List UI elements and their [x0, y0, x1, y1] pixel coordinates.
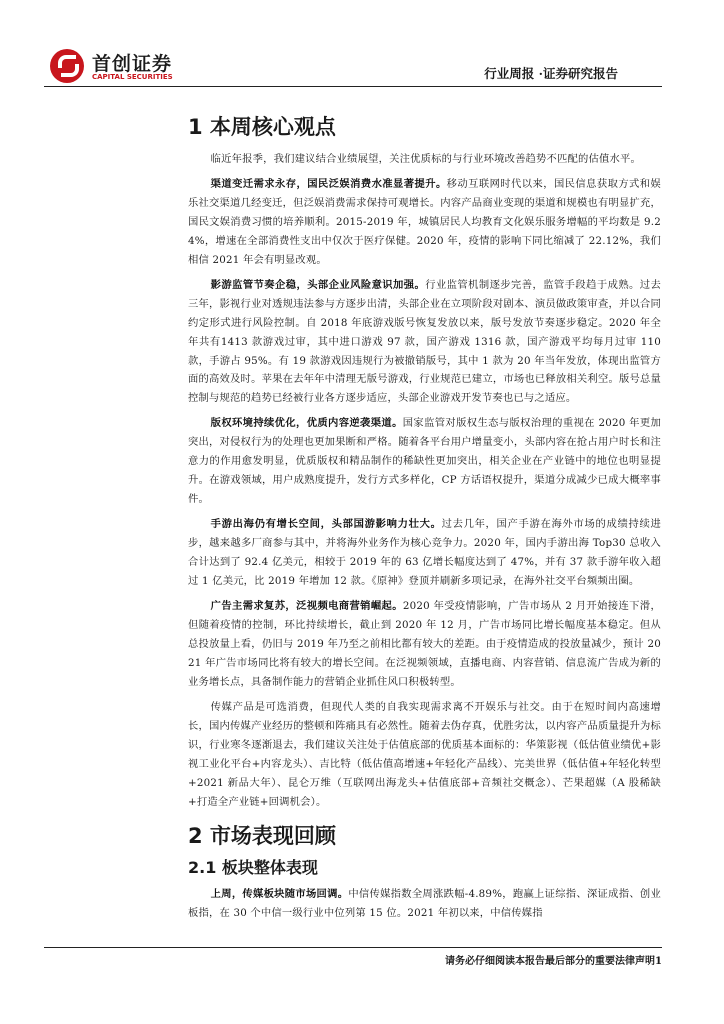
paragraph [188, 414, 661, 509]
paragraph [188, 515, 661, 591]
paragraph-text: 移动互联网时代以来，国民信息获取方式和娱乐社交渠道几经变迁，但泛娱消费需求保持可观增长。内容产品商业变现的渠道和规模也有明显扩充，国民文娱消费习惯的培养顺利。2015-2019 年，城镇居民人均教育文化娱乐服务增幅的平均数是 9.24%，增速在全部消费性支出中仅次于医疗保健。2020 年，疫情的影响下同比缩减了 22.12%，我们相信 2021 年会有明显改观。 [188, 177, 661, 266]
paragraph-lead: 手游出海仍有增长空间，头部国游影响力壮大。 [210, 518, 442, 531]
paragraph-lead: 广告主需求复苏，泛视频电商营销崛起。 [210, 599, 403, 612]
logo-mark-icon [50, 49, 84, 83]
logo-english-name: CAPITAL SECURITIES [92, 73, 173, 81]
section-title-core-views: 1 本周核心观点 [188, 115, 336, 139]
report-type: 行业周报 ·证券研究报告 [484, 66, 618, 81]
subsection-title-sector-performance: 2.1 板块整体表现 [188, 858, 318, 878]
paragraph-lead: 影游监管节奏企稳，头部企业风险意识加强。 [210, 278, 426, 291]
main-content [188, 112, 661, 929]
paragraph [188, 175, 661, 270]
paragraph-text: 传媒产品是可选消费，但现代人类的自我实现需求离不开娱乐与社交。由于在短时间内高速增长，国内传媒产业经历的整顿和阵痛具有必然性。随着去伪存真，优胜劣汰，以内容产品质量提升为标识，行业寒冬逐渐退去，我们建议关注处于估值底部的优质基本面标的：华策影视（低估值业绩优+影视工业化平台+内容龙头）、吉比特（低估值高增速+年轻化产品线）、完美世界（低估值+年轻化转型+2021 新品大年）、昆仑万维（互联网出海龙头+估值底部+音频社交概念）、芒果超媒（A 股稀缺+打造全产业链+回调机会）。 [188, 700, 661, 808]
paragraph-text: 临近年报季，我们建议结合业绩展望，关注优质标的与行业环境改善趋势不匹配的估值水平。 [210, 153, 642, 165]
paragraph-text: 行业监管机制逐步完善，监管手段趋于成熟。过去三年，影视行业对透规违法参与方逐步出清，头部企业在立项阶段对剧本、演员做政策审查，并以合同约定形式进行风险控制。自 2018 年底游戏版号恢复发放以来，版号发放节奏逐步稳定。2020 年全年共有1413 款游戏过审，其中进口游戏 97 款，国产游戏 1316 款，国产游戏平均每月过审 110 款，手游占 95%。有 19 款游戏因违规行为被撤销版号，其中 1 款为 20 年当年发放，体现出监管方面的高效及时。苹果在去年年中清理无版号游戏，行业规范已建立，市场也已释放相关利空。版号总量控制与规范的趋势已经被行业各方逐步适应，头部企业游戏开发节奏也已与之适应。 [188, 278, 661, 405]
paragraph-text: 过去几年，国产手游在海外市场的成绩持续进步，越来越多厂商参与其中，并将海外业务作为核心竞争力。2020 年，国内手游出海 Top30 总收入合计达到了 92.4 亿美元，相较于 2019 年的 63 亿增长幅度达到了 47%，并有 37 款手游年收入超过 1 亿美元，比 2019 年增加 12 款。《原神》登顶并刷新多项记录，在海外社交平台频频出圈。 [188, 518, 662, 588]
paragraph [188, 597, 661, 692]
footer-divider [44, 947, 662, 948]
paragraph-text: 中信传媒指数全周涨跌幅-4.89%，跑赢上证综指、深证成指、创业板指，在 30 个中信一级行业中位列第 15 位。2021 年初以来，中信传媒指 [188, 888, 661, 920]
section-title-market-review: 2 市场表现回顾 [188, 824, 336, 849]
paragraph-lead: 上周，传媒板块随市场回调。 [210, 888, 349, 901]
logo-name: 首创证券 [92, 53, 173, 75]
paragraph [188, 150, 661, 169]
paragraph-lead: 版权环境持续优化，优质内容逆袭渠道。 [210, 417, 403, 430]
company-logo [50, 49, 230, 89]
paragraph-text: 国家监管对版权生态与版权治理的重视在 2020 年更加突出，对侵权行为的处理也更加果断和严格。随着各平台用户增量变小，头部内容在抢占用户时长和注意力的作用愈发明显，优质版权和精品制作的稀缺性更加突出，相关企业在产业链中的地位也明显提升。在游戏领域，用户成熟度提升，发行方式多样化，CP 方话语权提升，渠道分成减少已成大概率事件。 [188, 417, 661, 506]
paragraph-lead: 渠道变迁需求永存，国民泛娱消费水准显著提升。 [210, 177, 447, 190]
paragraph-text: 2020 年受疫情影响，广告市场从 2 月开始接连下滑，但随着疫情的控制，环比持续增长，截止到 2020 年 12 月，广告市场同比增长幅度基本稳定。但从总投放量上看，仍旧与 2019 年乃至之前相比都有较大的差距。由于疫情造成的投放量减少，预计 2021 年广告市场同比将有较大的增长空间。在泛视频领域，直播电商、内容营销、信息流广告成为新的业务增长点，具备制作能力的营销企业抓住风口积极转型。 [188, 599, 661, 688]
paragraph [188, 276, 661, 409]
header-divider [44, 86, 662, 87]
legal-disclaimer-note: 请务必仔细阅读本报告最后部分的重要法律声明1 [445, 956, 662, 967]
paragraph [188, 698, 661, 812]
section-core-views-body [188, 150, 661, 811]
paragraph [188, 885, 661, 923]
